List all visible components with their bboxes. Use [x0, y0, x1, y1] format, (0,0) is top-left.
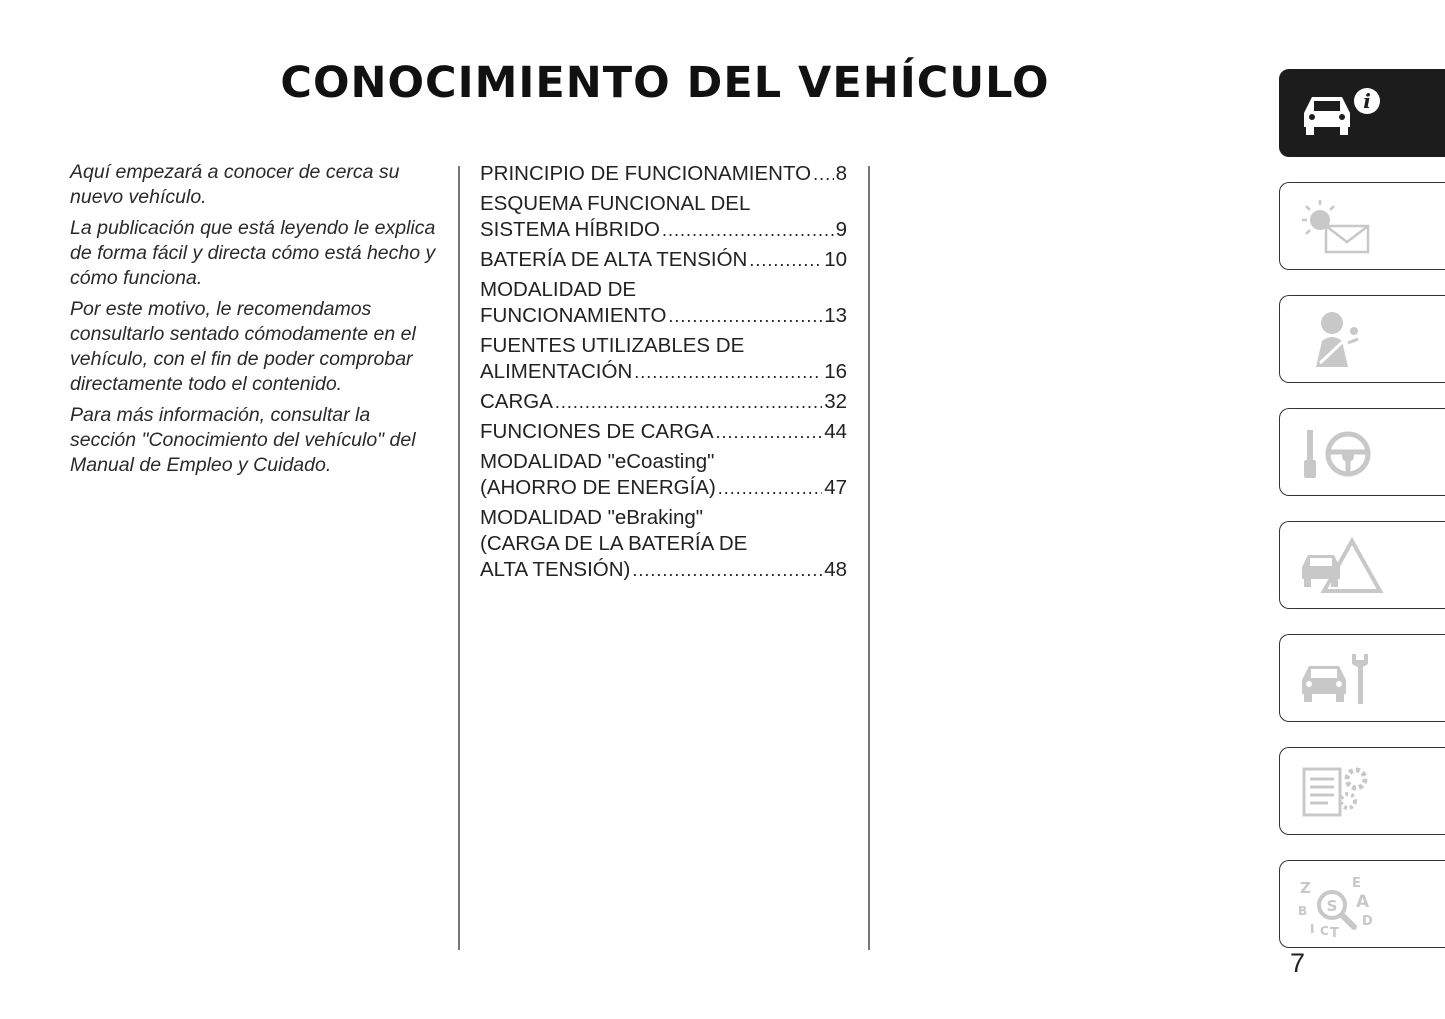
intro-paragraph: La publicación que está leyendo le explica de forma fácil y directa cómo está hecho y cómo funciona. — [70, 217, 436, 289]
tab-warning-lights[interactable] — [1279, 182, 1445, 270]
toc-entry[interactable] — [480, 505, 847, 583]
toc-entry[interactable] — [480, 191, 847, 243]
toc-entry-text: ESQUEMA FUNCIONAL DEL — [480, 192, 751, 215]
toc-entry-line — [480, 217, 847, 243]
toc-entry-text: FUNCIONAMIENTO — [480, 304, 667, 327]
toc-dot-leader — [813, 161, 834, 187]
table-of-contents — [480, 161, 847, 587]
toc-entry-text: ALTA TENSIÓN) — [480, 558, 631, 581]
toc-entry-line — [480, 557, 847, 583]
toc-entry[interactable] — [480, 389, 847, 415]
toc-entry-text: FUENTES UTILIZABLES DE — [480, 334, 745, 357]
toc-dot-leader — [662, 217, 834, 243]
index-letter: C — [1320, 924, 1329, 938]
toc-entry-text: SISTEMA HÍBRIDO — [480, 218, 660, 241]
toc-entry[interactable] — [480, 161, 847, 187]
key-steering-wheel-icon — [1296, 422, 1386, 482]
page-number: 7 — [1290, 948, 1306, 978]
car-hazard-triangle-icon — [1296, 535, 1386, 595]
index-letter: D — [1362, 914, 1373, 929]
column-divider — [458, 166, 460, 950]
svg-text:i: i — [1363, 89, 1371, 113]
intro-text — [70, 160, 440, 484]
tab-technical-data[interactable] — [1279, 747, 1445, 835]
toc-entry-text: CARGA — [480, 390, 553, 413]
tab-starting-driving[interactable] — [1279, 408, 1445, 496]
toc-entry[interactable] — [480, 247, 847, 273]
document-gears-icon — [1296, 761, 1386, 821]
chapter-title: CONOCIMIENTO DEL VEHÍCULO — [280, 58, 1050, 108]
tab-emergency[interactable] — [1279, 521, 1445, 609]
toc-page-number: 47 — [824, 476, 847, 499]
toc-page-number: 9 — [835, 218, 847, 241]
index-letter: B — [1298, 904, 1308, 918]
warning-lights-messages-icon — [1296, 196, 1386, 256]
toc-entry-text: MODALIDAD DE — [480, 278, 637, 301]
toc-entry-text: BATERÍA DE ALTA TENSIÓN — [480, 248, 748, 271]
toc-dot-leader — [632, 557, 822, 583]
index-letter: E — [1352, 876, 1361, 891]
safety-airbag-icon — [1296, 309, 1386, 369]
intro-paragraph: Para más información, consultar la sección "Conocimiento del vehículo" del Manual de Empleo y Cuidado. — [70, 404, 416, 476]
toc-entry-line — [480, 359, 847, 385]
toc-entry[interactable] — [480, 277, 847, 329]
car-wrench-icon — [1296, 648, 1386, 708]
toc-entry-text: FUNCIONES DE CARGA — [480, 420, 714, 443]
toc-dot-leader — [749, 247, 822, 273]
alphabetical-index-icon — [1296, 869, 1386, 939]
toc-entry-line — [480, 161, 847, 187]
tab-vehicle-knowledge[interactable] — [1279, 69, 1445, 157]
tab-index[interactable] — [1279, 860, 1445, 948]
toc-page-number: 8 — [835, 162, 847, 185]
toc-entry-text: (AHORRO DE ENERGÍA) — [480, 476, 716, 499]
toc-entry-text: MODALIDAD "eCoasting" — [480, 450, 715, 473]
tab-safety[interactable] — [1279, 295, 1445, 383]
toc-dot-leader — [668, 303, 822, 329]
intro-paragraph: Aquí empezará a conocer de cerca su nuevo vehículo. — [70, 161, 400, 208]
column-divider — [868, 166, 870, 950]
tab-maintenance[interactable] — [1279, 634, 1445, 722]
toc-dot-leader — [718, 475, 822, 501]
toc-entry-text: (CARGA DE LA BATERÍA DE — [480, 532, 748, 555]
toc-entry-line — [480, 389, 847, 415]
toc-page-number: 44 — [824, 420, 847, 443]
toc-page-number: 16 — [824, 360, 847, 383]
toc-dot-leader — [555, 389, 822, 415]
index-letter: A — [1356, 892, 1370, 912]
toc-page-number: 13 — [824, 304, 847, 327]
toc-page-number: 10 — [824, 248, 847, 271]
toc-entry-text: MODALIDAD "eBraking" — [480, 506, 704, 529]
toc-entry-line — [480, 303, 847, 329]
index-letter: I — [1310, 922, 1315, 936]
toc-entry[interactable] — [480, 419, 847, 445]
toc-entry-text: ALIMENTACIÓN — [480, 360, 633, 383]
toc-entry-line — [480, 419, 847, 445]
toc-entry-text: PRINCIPIO DE FUNCIONAMIENTO — [480, 162, 812, 185]
toc-entry-line — [480, 475, 847, 501]
chapter-tabs — [1279, 0, 1445, 1019]
car-info-icon — [1296, 83, 1386, 143]
intro-paragraph: Por este motivo, le recomendamos consultarlo sentado cómodamente en el vehículo, con el fin de poder comprobar directamente todo el contenido. — [70, 298, 416, 395]
index-letter: T — [1330, 926, 1339, 939]
toc-entry[interactable] — [480, 333, 847, 385]
svg-text:S: S — [1326, 897, 1338, 915]
index-letter: Z — [1300, 879, 1311, 897]
toc-dot-leader — [634, 359, 822, 385]
toc-dot-leader — [716, 419, 823, 445]
toc-entry[interactable] — [480, 449, 847, 501]
toc-entry-line — [480, 247, 847, 273]
toc-page-number: 32 — [824, 390, 847, 413]
toc-page-number: 48 — [824, 558, 847, 581]
